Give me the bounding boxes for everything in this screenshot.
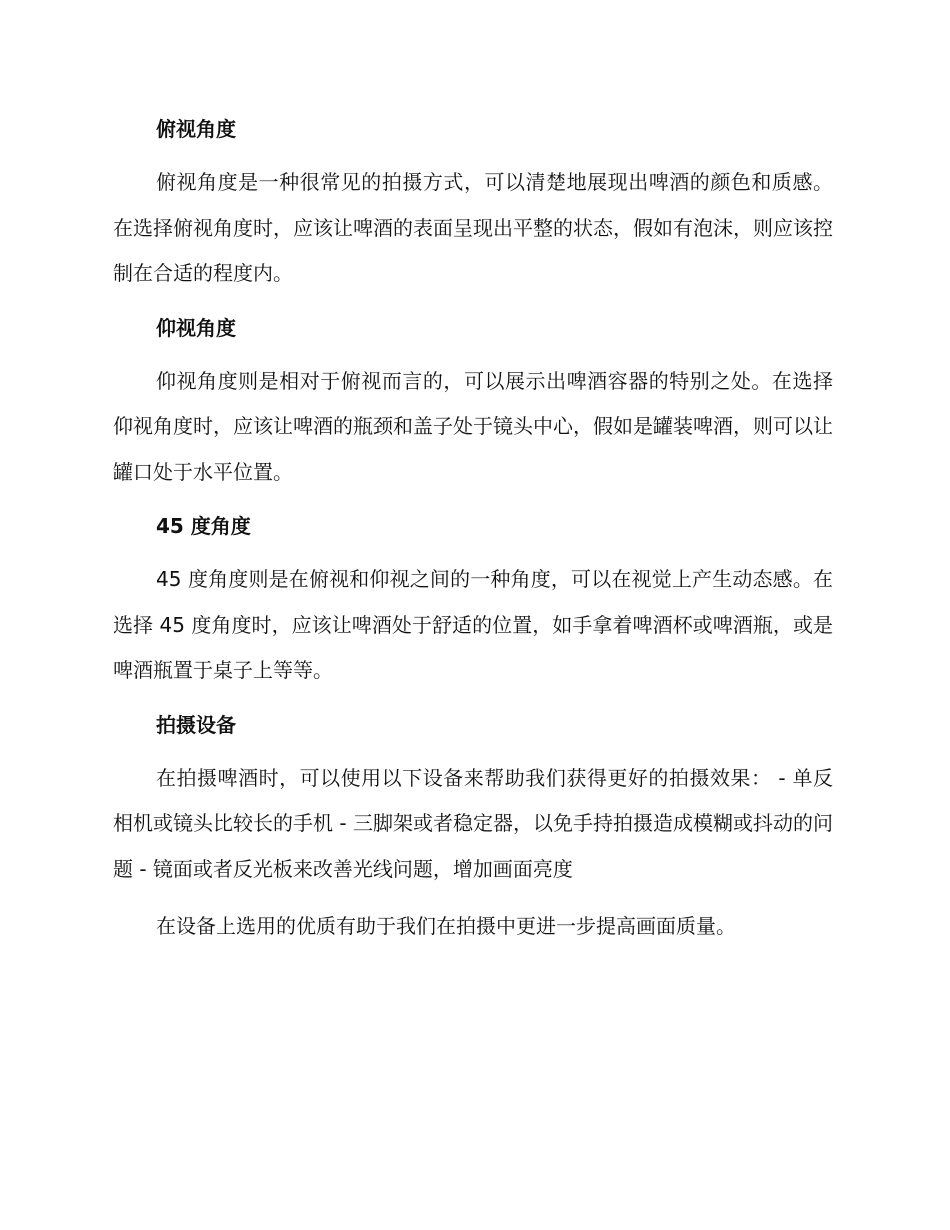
section-paragraph: 在设备上选用的优质有助于我们在拍摄中更进一步提高画面质量。 bbox=[156, 914, 736, 938]
section-paragraph: 在拍摄啤酒时，可以使用以下设备来帮助我们获得更好的拍摄效果： - 单反相机或镜头比较长的手机 - 三脚架或者稳定器，以免手持拍摄造成模糊或抖动的问题 - 镜面或者反光板来改善光线问题，增加画面亮度 bbox=[113, 765, 833, 881]
section-heading: 45 度角度 bbox=[156, 514, 251, 538]
section-heading: 仰视角度 bbox=[156, 315, 236, 340]
section-heading: 俯视角度 bbox=[156, 117, 236, 141]
section-paragraph: 俯视角度是一种很常见的拍摄方式，可以清楚地展现出啤酒的颜色和质感。在选择俯视角度时，应该让啤酒的表面呈现出平整的状态，假如有泡沫，则应该控制在合适的程度内。 bbox=[113, 170, 833, 285]
section-overhead-angle bbox=[113, 110, 833, 297]
section-45-degree-angle bbox=[113, 507, 833, 694]
section-paragraph: 45 度角度则是在俯视和仰视之间的一种角度，可以在视觉上产生动态感。在选择 45 度角度时，应该让啤酒处于舒适的位置，如手拿着啤酒杯或啤酒瓶，或是啤酒瓶置于桌子上等等。 bbox=[113, 567, 833, 682]
section-low-angle bbox=[113, 309, 833, 496]
document-body bbox=[113, 110, 833, 962]
section-heading: 拍摄设备 bbox=[156, 712, 236, 737]
section-paragraph: 仰视角度则是相对于俯视而言的，可以展示出啤酒容器的特别之处。在选择仰视角度时，应该让啤酒的瓶颈和盖子处于镜头中心，假如是罐装啤酒，则可以让罐口处于水平位置。 bbox=[113, 368, 833, 484]
section-equipment bbox=[113, 706, 833, 950]
